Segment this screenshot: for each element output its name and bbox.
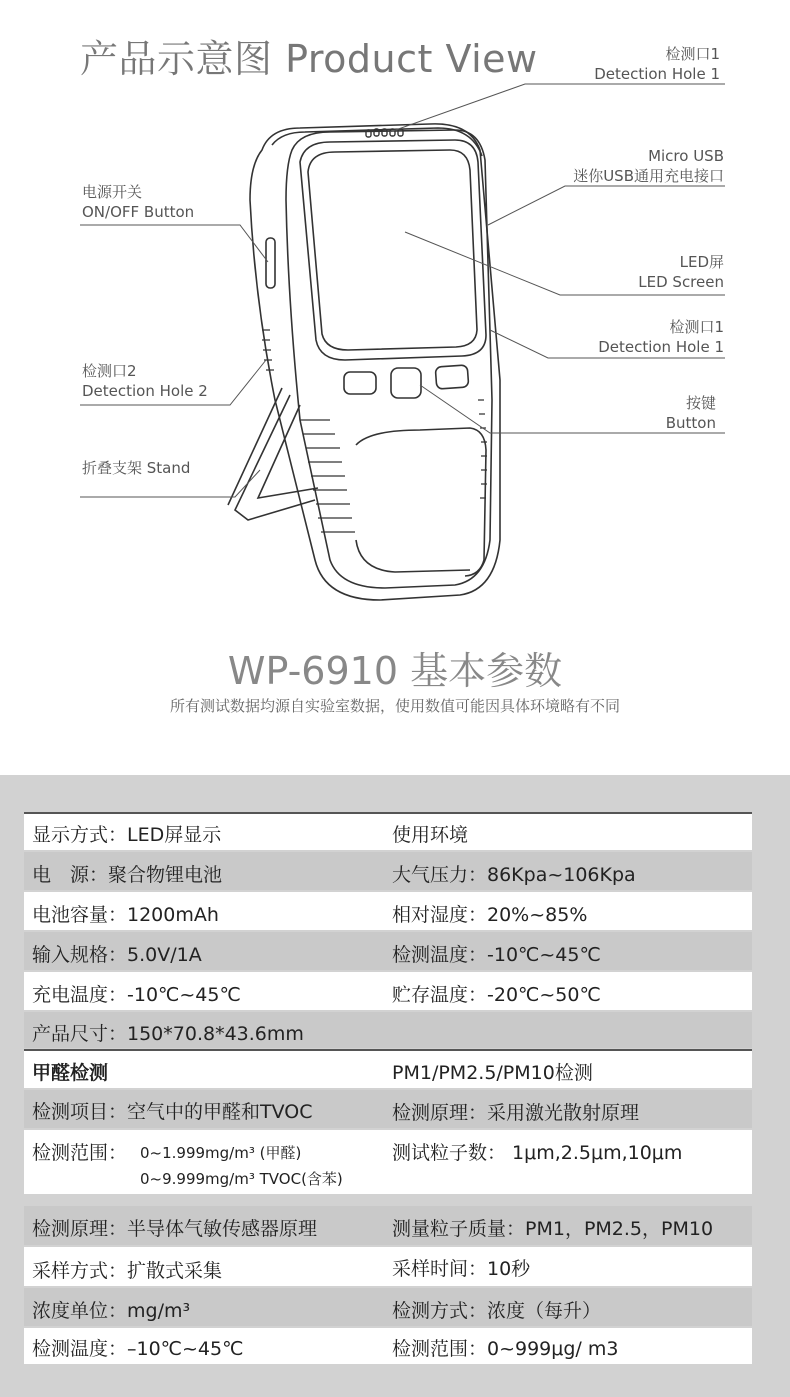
table-row <box>24 1012 752 1048</box>
specs-title: WP-6910 基本参数 <box>227 649 563 693</box>
row-cell-right: 检测范围：0~999μg/ m3 <box>392 1338 619 1360</box>
table-row <box>24 1328 752 1364</box>
hole2-label-en: Detection Hole 2 <box>82 382 208 400</box>
table-row <box>24 1090 752 1128</box>
table-row <box>24 1288 752 1326</box>
table-row <box>24 1247 752 1286</box>
row-cell-left: 输入规格：5.0V/1A <box>32 944 202 966</box>
formaldehyde-section-header: 甲醛检测 <box>32 1062 109 1084</box>
row-cell-left: 浓度单位：mg/m³ <box>32 1300 191 1322</box>
row-cell-right: 相对湿度：20%~85% <box>392 904 588 926</box>
row-cell-right: 测试粒子数： 1μm,2.5μm,10μm <box>392 1142 683 1164</box>
row-cell-left: 检测温度：–10℃~45℃ <box>32 1338 244 1360</box>
row-cell-right: 大气压力：86Kpa~106Kpa <box>392 864 636 886</box>
table-row <box>24 1206 752 1245</box>
led-label-en: LED Screen <box>638 273 724 291</box>
table-row <box>24 972 752 1010</box>
power-label-en: ON/OFF Button <box>82 203 195 221</box>
hole1-mid-label-en: Detection Hole 1 <box>598 338 724 356</box>
table-row <box>24 814 752 850</box>
pm-section-header: PM1/PM2.5/PM10检测 <box>392 1062 593 1084</box>
row-cell-left: 采样方式：扩散式采集 <box>32 1260 223 1282</box>
led-label-cn: LED屏 <box>679 253 724 271</box>
row-cell-right: 检测原理：采用激光散射原理 <box>392 1102 640 1124</box>
row-cell-left: 产品尺寸：150*70.8*43.6mm <box>32 1023 304 1045</box>
table-row <box>24 892 752 930</box>
row-cell-left: 显示方式：LED屏显示 <box>32 824 222 846</box>
hole1-top-label-cn: 检测口1 <box>665 45 720 63</box>
power-label-cn: 电源开关 <box>82 183 143 201</box>
button-label-cn: 按键 <box>685 394 716 412</box>
row-cell-left-line1: 0~1.999mg/m³ (甲醛) <box>140 1144 302 1162</box>
row-cell-left: 检测原理：半导体气敏传感器原理 <box>32 1218 318 1240</box>
product-view-title: 产品示意图 Product View <box>80 37 538 81</box>
usb-label-en: Micro USB <box>648 147 724 165</box>
row-cell-right: 贮存温度：-20℃~50℃ <box>392 984 601 1006</box>
row-cell-left: 检测范围： <box>32 1142 128 1164</box>
row-cell-right: 检测温度：-10℃~45℃ <box>392 944 601 966</box>
hole1-mid-label-cn: 检测口1 <box>669 318 724 336</box>
row-cell-right: 检测方式：浓度（每升） <box>392 1300 602 1322</box>
button-label-en: Button <box>665 414 716 432</box>
stand-label: 折叠支架 Stand <box>82 459 191 477</box>
table-row <box>24 1130 752 1194</box>
row-cell-left: 电 源：聚合物锂电池 <box>32 864 223 886</box>
row-cell-left-line2: 0~9.999mg/m³ TVOC(含苯) <box>140 1170 343 1188</box>
hole2-label-cn: 检测口2 <box>82 362 137 380</box>
table-row <box>24 1051 752 1088</box>
row-cell-left: 电池容量：1200mAh <box>32 904 219 926</box>
table-row <box>24 852 752 890</box>
row-cell-right: 使用环境 <box>392 824 469 846</box>
row-cell-right: 采样时间：10秒 <box>392 1258 531 1280</box>
hole1-top-label-en: Detection Hole 1 <box>594 65 720 83</box>
specs-note: 所有测试数据均源自实验室数据，使用数值可能因具体环境略有不同 <box>169 697 620 715</box>
row-cell-left: 检测项目：空气中的甲醛和TVOC <box>32 1101 313 1123</box>
table-row <box>24 932 752 970</box>
usb-label-cn: 迷你USB通用充电接口 <box>573 167 724 185</box>
row-cell-left: 充电温度：-10℃~45℃ <box>32 984 241 1006</box>
row-cell-right: 测量粒子质量：PM1，PM2.5，PM10 <box>392 1218 714 1240</box>
